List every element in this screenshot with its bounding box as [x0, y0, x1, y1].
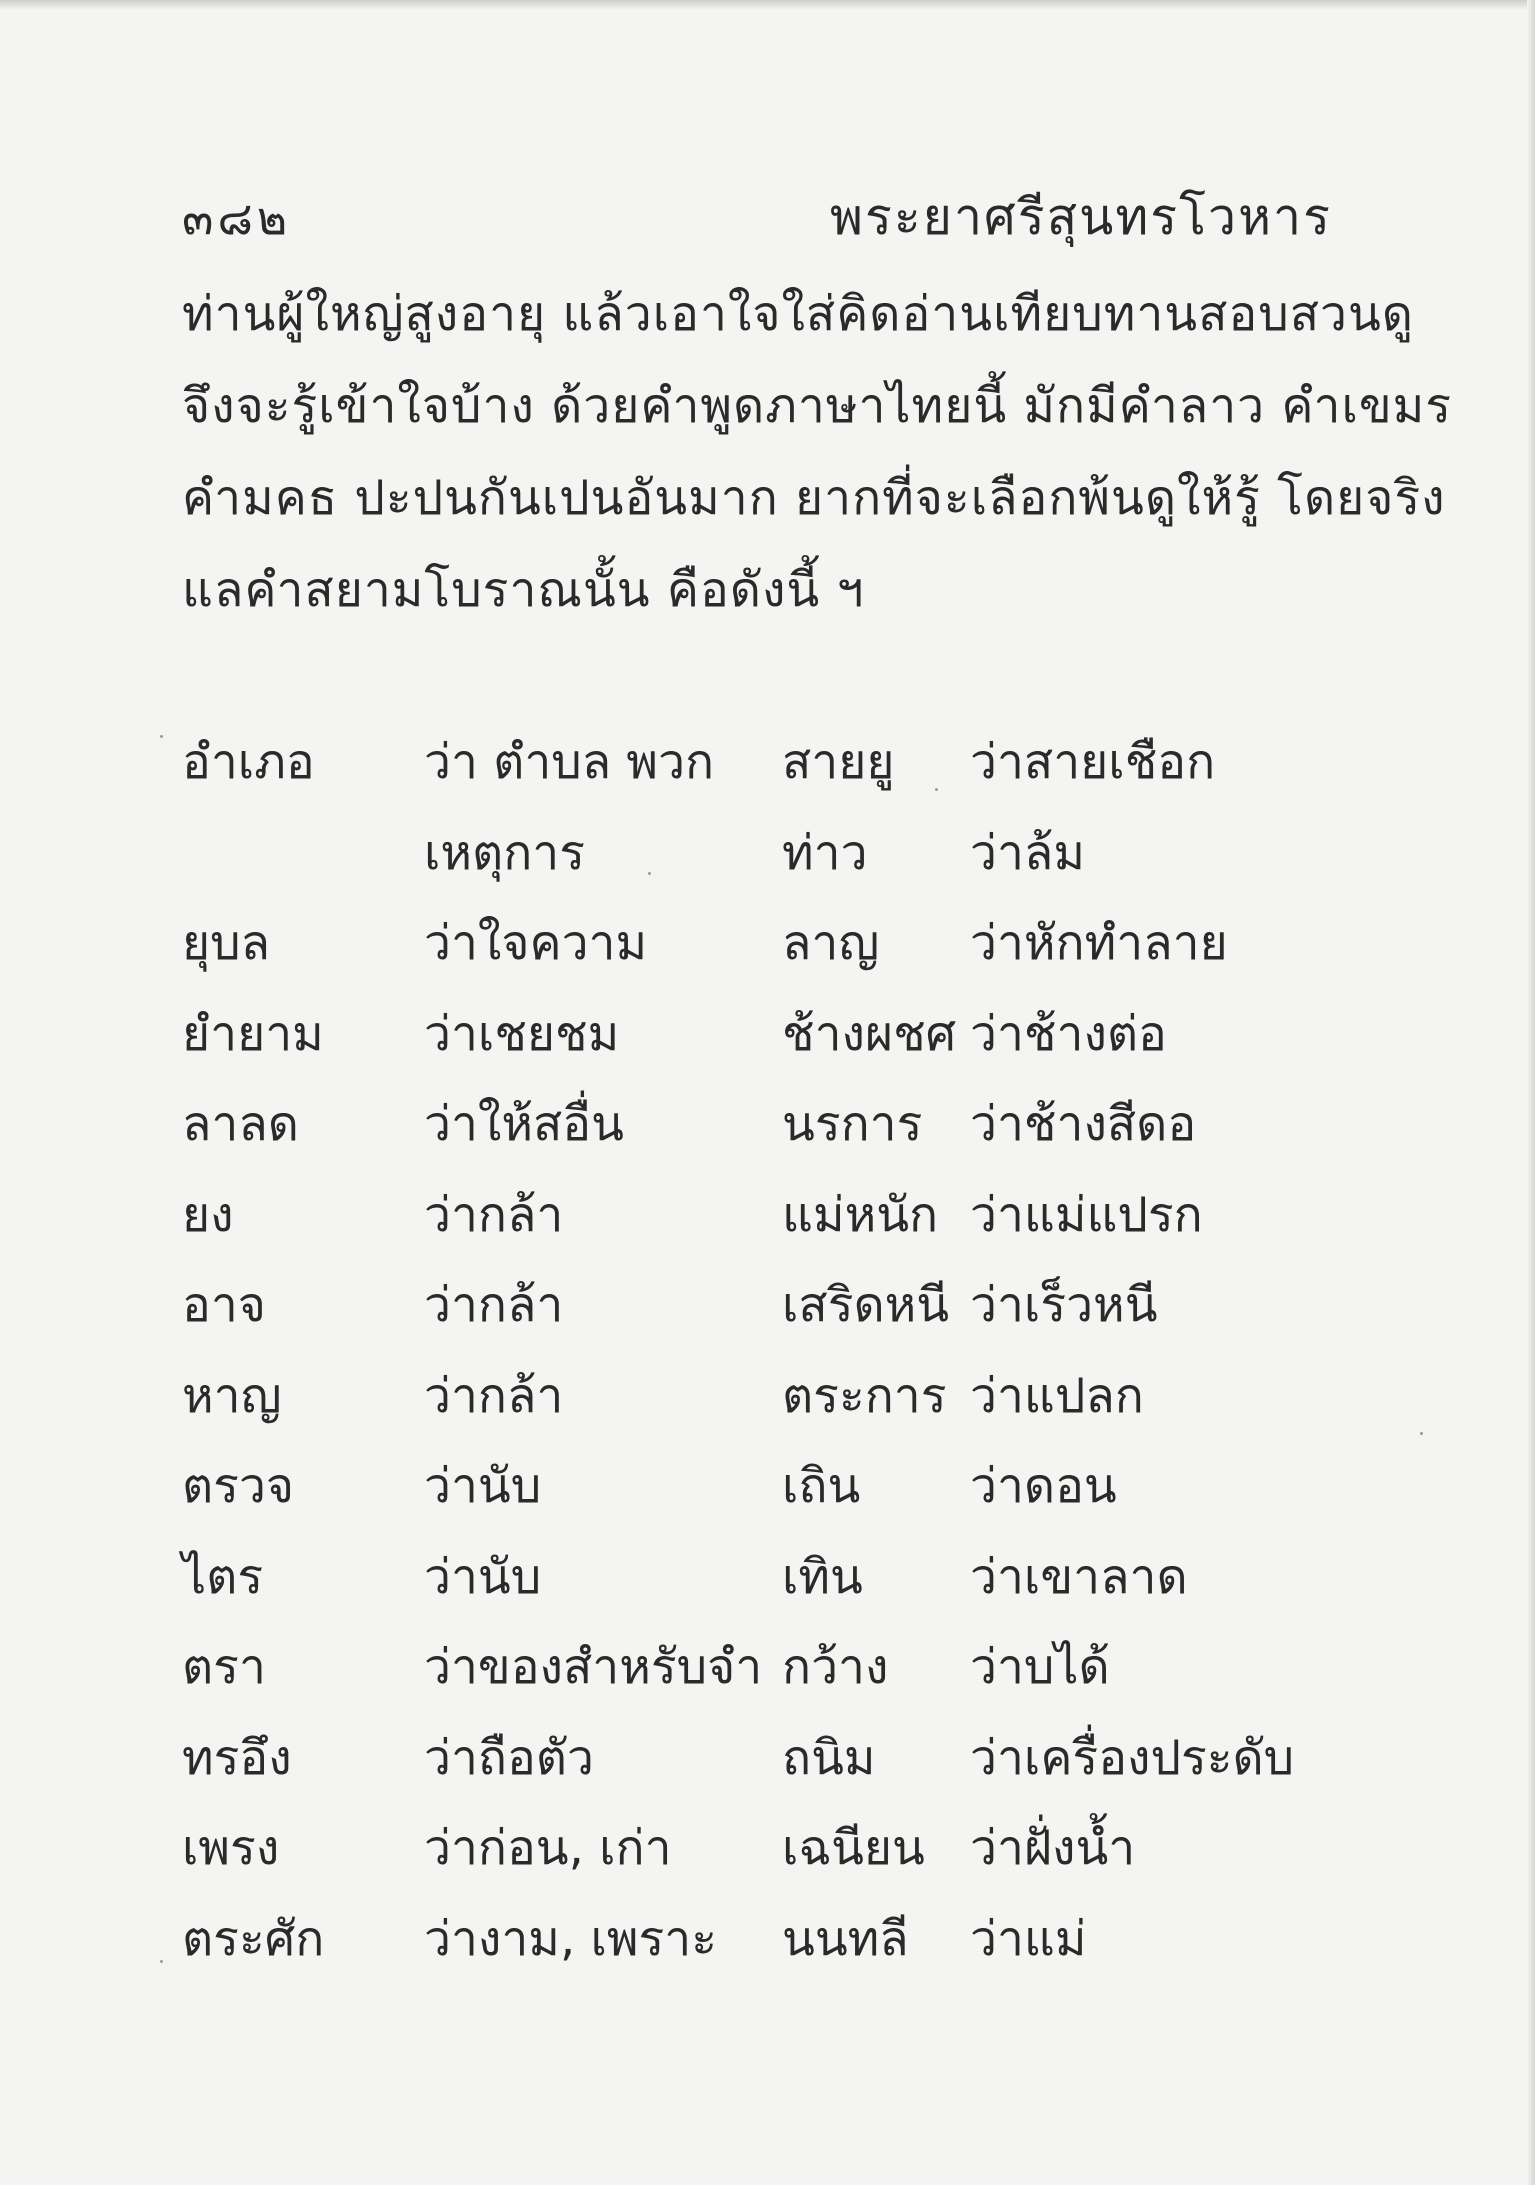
gloss-meaning: ว่าช้างต่อ	[970, 1005, 1167, 1062]
body-line: คำมคธ ปะปนกันเปนอันมาก ยากที่จะเลือกพ้นดูให้รู้ โดยจริง	[182, 470, 1446, 526]
body-paragraph	[182, 268, 1453, 636]
gloss-term: ทรอึง	[182, 1729, 292, 1786]
glossary-row	[182, 1808, 1332, 1899]
glossary-row	[182, 903, 1332, 994]
gloss-meaning: ว่าใจความ	[424, 915, 648, 971]
glossary-row	[182, 1718, 1332, 1809]
glossary-row	[182, 1084, 1332, 1175]
gloss-meaning: ว่าดอน	[970, 1458, 1117, 1514]
gloss-meaning: ว่าช้างสีดอ	[970, 1096, 1197, 1152]
page-header	[182, 172, 1332, 252]
gloss-meaning: ว่าแม่	[970, 1910, 1087, 1967]
body-line: จึงจะรู้เข้าใจบ้าง ด้วยคำพูดภาษาไทยนี้ มักมีคำลาว คำเขมร	[182, 378, 1453, 434]
glossary-row	[182, 1899, 1332, 1990]
running-title: พระยาศรีสุนทรโวหาร	[830, 188, 1332, 246]
gloss-term: อำเภอ	[182, 734, 315, 790]
gloss-meaning: ว่าของสำหรับจำ	[424, 1639, 763, 1695]
gloss-meaning: เหตุการ	[424, 824, 586, 881]
gloss-term: ยำยาม	[182, 1005, 324, 1062]
page-number: ๓๘๒	[182, 191, 292, 245]
gloss-meaning: ว่าหักทำลาย	[970, 915, 1228, 971]
gloss-term: ตรา	[182, 1639, 266, 1695]
gloss-meaning: ว่าแปลก	[970, 1367, 1144, 1424]
body-line: แลคำสยามโบราณนั้น คือดังนี้ ฯ	[182, 562, 865, 618]
paper-speck	[1420, 1432, 1423, 1435]
gloss-term: อาจ	[182, 1277, 266, 1333]
gloss-term: เทิน	[782, 1548, 863, 1605]
gloss-term: ลาญ	[782, 915, 880, 971]
gloss-meaning: ว่าก่อน, เก่า	[424, 1820, 672, 1876]
gloss-term: กว้าง	[782, 1639, 889, 1695]
glossary-row	[182, 1537, 1332, 1628]
body-line: ท่านผู้ใหญ่สูงอายุ แล้วเอาใจใส่คิดอ่านเทียบทานสอบสวนดู	[182, 286, 1414, 342]
gloss-term: สายยู	[782, 734, 895, 790]
gloss-term: เสริดหนี	[782, 1277, 950, 1333]
page-top-edge	[0, 0, 1535, 10]
gloss-term: นนทลี	[782, 1910, 909, 1967]
glossary-row	[182, 1265, 1332, 1356]
gloss-term: ตรวจ	[182, 1458, 295, 1514]
gloss-meaning: ว่าถือตัว	[424, 1729, 594, 1786]
gloss-meaning: ว่าบได้	[970, 1639, 1110, 1695]
glossary-row	[182, 722, 1332, 813]
glossary-row	[182, 1446, 1332, 1537]
gloss-term: ไตร	[182, 1548, 264, 1605]
glossary-row	[182, 1627, 1332, 1718]
gloss-term: นรการ	[782, 1096, 923, 1152]
glossary-row	[182, 1356, 1332, 1447]
gloss-term: ถนิม	[782, 1729, 876, 1786]
gloss-term: แม่หนัก	[782, 1186, 939, 1243]
glossary-row	[182, 813, 1332, 904]
paper-speck	[648, 872, 651, 875]
gloss-meaning: ว่างาม, เพราะ	[424, 1910, 718, 1967]
glossary-row	[182, 1175, 1332, 1266]
gloss-term: ตระการ	[782, 1367, 947, 1424]
gloss-term: ลาลด	[182, 1096, 299, 1152]
gloss-meaning: ว่าเครื่องประดับ	[970, 1729, 1295, 1786]
page-right-edge	[1527, 0, 1535, 2185]
gloss-term: ยุบล	[182, 915, 271, 971]
gloss-meaning: ว่าให้สอื่น	[424, 1096, 624, 1152]
gloss-term: หาญ	[182, 1367, 282, 1424]
gloss-term: ท่าว	[782, 824, 868, 881]
paper-speck	[160, 1960, 163, 1963]
gloss-meaning: ว่าเร็วหนี	[970, 1277, 1158, 1333]
gloss-meaning: ว่าล้ม	[970, 824, 1085, 881]
gloss-term: ตระศัก	[182, 1910, 325, 1967]
gloss-meaning: ว่าแม่แปรก	[970, 1186, 1203, 1243]
glossary-row	[182, 994, 1332, 1085]
gloss-meaning: ว่าฝั่งน้ำ	[970, 1820, 1136, 1876]
gloss-meaning: ว่ากล้า	[424, 1277, 564, 1333]
gloss-term: เฉนียน	[782, 1820, 925, 1876]
gloss-term: ช้างผชศ	[782, 1005, 957, 1062]
gloss-term: เพรง	[182, 1820, 280, 1876]
gloss-term: ยง	[182, 1186, 234, 1243]
paper-speck	[935, 788, 938, 791]
gloss-meaning: ว่านับ	[424, 1458, 542, 1514]
glossary-list	[182, 722, 1332, 1989]
gloss-meaning: ว่ากล้า	[424, 1186, 564, 1243]
gloss-meaning: ว่าเชยชม	[424, 1005, 620, 1062]
paper-speck	[160, 735, 163, 738]
gloss-meaning: ว่าสายเชือก	[970, 734, 1216, 790]
gloss-meaning: ว่า ตำบล พวก	[424, 734, 715, 790]
gloss-meaning: ว่าเขาลาด	[970, 1548, 1188, 1605]
gloss-meaning: ว่ากล้า	[424, 1367, 564, 1424]
gloss-meaning: ว่านับ	[424, 1548, 542, 1605]
gloss-term: เถิน	[782, 1458, 861, 1514]
